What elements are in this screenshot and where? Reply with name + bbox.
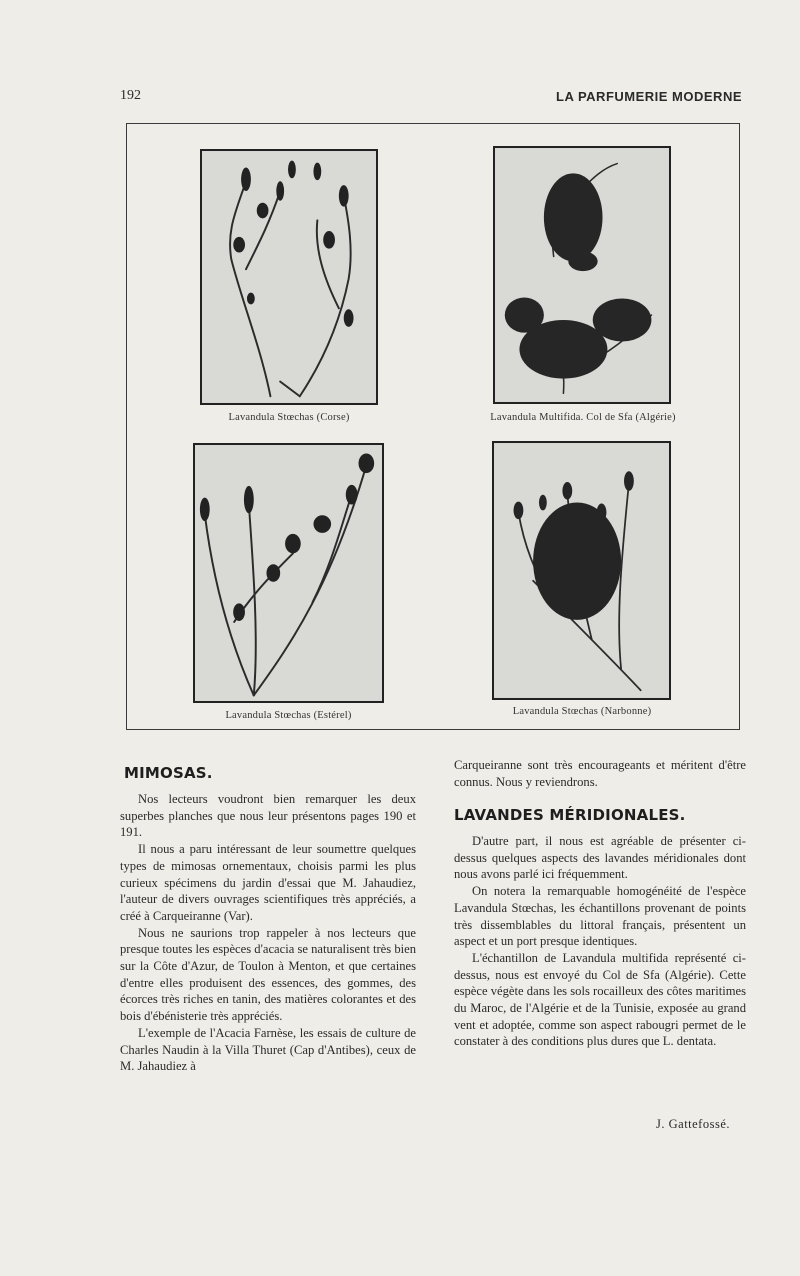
- paragraph: Nos lecteurs voudront bien remarquer les deux superbes planches que nous leur présentons pages 190 et 191.: [120, 792, 416, 840]
- paragraph: L'échantillon de Lavandula multifida représenté ci-dessus, nous est envoyé du Col de Sfa (Algérie). Cette espèce végète dans les sols rocailleux des côtes maritimes du Maroc, de l'Algérie et de la Tunisie, exposée au grand vent et adoptée, comme son aspect rabougri permet de le constater à des conditions plus dures que L. dentata.: [454, 950, 746, 1049]
- mimosas-heading: MIMOSAS.: [124, 764, 213, 782]
- lavender-specimen-image: [202, 151, 376, 403]
- paragraph: Carqueiranne sont très encourageants et méritent d'être connus. Nous y reviendrons.: [454, 758, 746, 789]
- lavandes-heading: LAVANDES MÉRIDIONALES.: [454, 806, 686, 824]
- plate-photo-sfa: [493, 146, 671, 404]
- right-column-continuation: [454, 757, 746, 790]
- plate-caption-sfa: Lavandula Multifida. Col de Sfa (Algérie): [490, 412, 676, 423]
- author-signature: J. Gattefossé.: [656, 1117, 730, 1131]
- running-title: LA PARFUMERIE MODERNE: [556, 89, 742, 104]
- lavender-specimen-image: [494, 443, 669, 698]
- plate-photo-corse: [200, 149, 378, 405]
- paragraph: D'autre part, il nous est agréable de présenter ci-dessus quelques aspects des lavandes méridionales dont nous avons parlé ici fréquemment.: [454, 834, 746, 882]
- plate-caption-narbonne: Lavandula Stœchas (Narbonne): [512, 706, 652, 717]
- right-column: [454, 833, 746, 1050]
- paragraph: On notera la remarquable homogénéité de l'espèce Lavandula Stœchas, les échantillons provenant de points très dissemblables du littoral français, présentent un aspect et un port presque identiques.: [454, 884, 746, 949]
- paragraph: Nous ne saurions trop rappeler à nos lecteurs que presque toutes les espèces d'acacia se naturalisent très bien sur la Côte d'Azur, de Toulon à Menton, et que certaines d'entre elles produisent des essences, des gommes, des écorces très riches en tanin, des matières colorantes et des bois d'ébénisterie très appréciés.: [120, 925, 417, 1024]
- plate-photo-esterel: [193, 443, 384, 703]
- paragraph: Il nous a paru intéressant de leur soumettre quelques types de mimosas ornementaux, choisis parmi les plus curieux spécimens du jardin d'essai que M. Jahaudiez, l'auteur de divers ouvrages scientifiques très appréciés, a créé à Carqueiranne (Var).: [120, 842, 416, 923]
- plate-caption-esterel: Lavandula Stœchas (Estérel): [225, 710, 352, 721]
- left-column: [120, 791, 416, 1075]
- plate-photo-narbonne: [492, 441, 671, 700]
- page-number: 192: [120, 88, 141, 103]
- lavender-specimen-image: [495, 148, 669, 402]
- lavender-specimen-image: [195, 445, 382, 701]
- paragraph: L'exemple de l'Acacia Farnèse, les essais de culture de Charles Naudin à la Villa Thuret (Cap d'Antibes), ceux de M. Jahaudiez à: [120, 1025, 416, 1074]
- plate-caption-corse: Lavandula Stœchas (Corse): [228, 412, 350, 423]
